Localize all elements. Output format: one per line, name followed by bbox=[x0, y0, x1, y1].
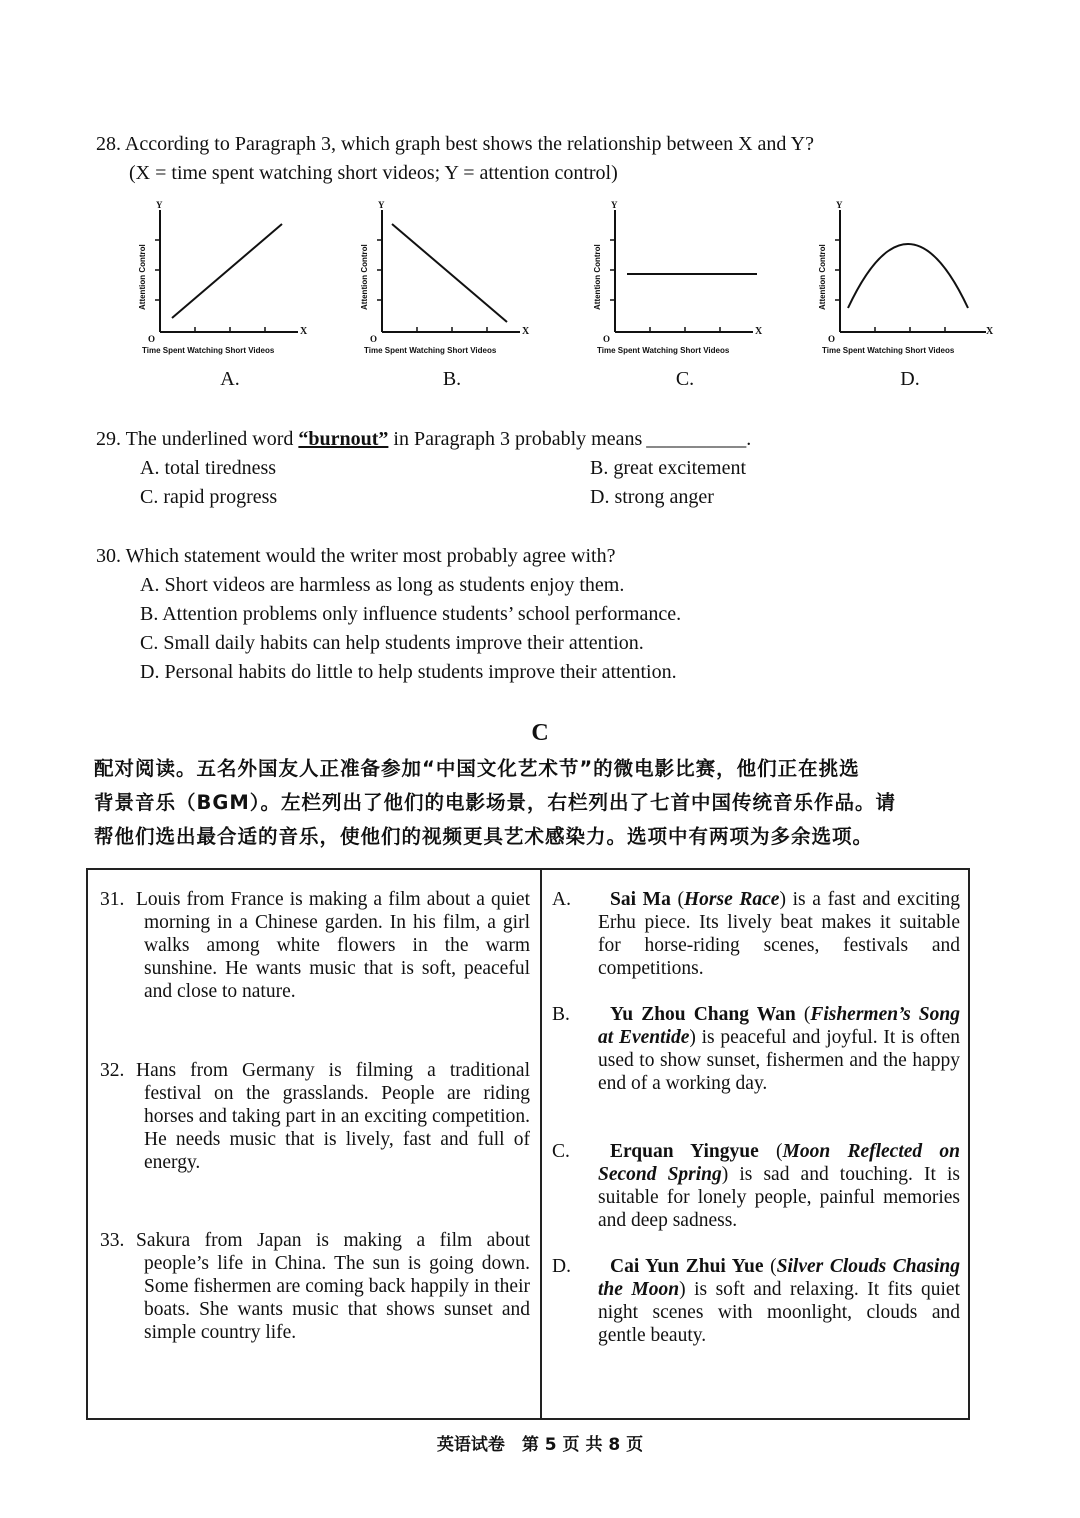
q28-graphs bbox=[130, 200, 1000, 395]
q29-option-d[interactable]: D. strong anger bbox=[590, 486, 714, 508]
y-caption: Attention Control bbox=[138, 244, 147, 310]
scene-31[interactable] bbox=[100, 888, 530, 1003]
graph-d-curve bbox=[848, 244, 968, 308]
q29-option-c[interactable]: C. rapid progress bbox=[140, 486, 278, 508]
q30-option-d[interactable]: D. Personal habits do little to help students improve their attention. bbox=[140, 661, 677, 683]
music-title: Erquan Yingyue bbox=[610, 1141, 759, 1162]
q29-blank: __________. bbox=[646, 428, 752, 450]
scene-33[interactable] bbox=[100, 1229, 530, 1344]
music-title: Yu Zhou Chang Wan bbox=[610, 1004, 796, 1025]
q28-stem: 28. According to Paragraph 3, which graph best shows the relationship between X and Y? bbox=[96, 133, 814, 155]
music-letter: D. bbox=[552, 1256, 571, 1277]
scene-32[interactable] bbox=[100, 1059, 530, 1174]
section-instructions-line-1: 配对阅读。五名外国友人正准备参加“中国文化艺术节”的微电影比赛，他们正在挑选 bbox=[94, 757, 860, 780]
y-axis-letter: Y bbox=[156, 200, 163, 210]
x-axis-letter: X bbox=[755, 326, 763, 337]
section-instructions-line-2: 背景音乐（BGM）。左栏列出了他们的电影场景，右栏列出了七首中国传统音乐作品。请 bbox=[94, 791, 897, 814]
graph-d-label: D. bbox=[900, 368, 920, 390]
y-caption: Attention Control bbox=[818, 244, 827, 310]
music-letter: A. bbox=[552, 889, 571, 910]
x-axis-letter: X bbox=[986, 326, 994, 337]
music-description: is sad and touching. It is suitable for lonely people, painful memories and deep sadness. bbox=[598, 1164, 960, 1231]
music-description: is soft and relaxing. It fits quiet night scenes with moonlight, clouds and gentle beauty. bbox=[598, 1279, 960, 1346]
music-description: is a fast and exciting Erhu piece. Its lively beat makes it suitable for horse-riding scenes, festivals and competitions. bbox=[598, 889, 960, 979]
music-subtitle: Fishermen’s Song at Eventide bbox=[598, 1004, 960, 1048]
q29-prefix: 29. The underlined word bbox=[96, 428, 299, 450]
section-instructions-line-3: 帮他们选出最合适的音乐，使他们的视频更具艺术感染力。选项中有两项为多余选项。 bbox=[94, 825, 874, 848]
music-title: Sai Ma bbox=[610, 889, 671, 910]
q29-suffix: in Paragraph 3 probably means bbox=[388, 428, 643, 450]
x-caption: Time Spent Watching Short Videos bbox=[364, 346, 497, 355]
q29-option-b[interactable]: B. great excitement bbox=[590, 457, 747, 479]
graph-a[interactable] bbox=[130, 200, 330, 395]
q28-note: (X = time spent watching short videos; Y = attention control) bbox=[129, 162, 618, 184]
origin-label: O bbox=[603, 334, 611, 344]
origin-label: O bbox=[148, 334, 156, 344]
q29-option-a[interactable]: A. total tiredness bbox=[140, 457, 277, 479]
x-axis-letter: X bbox=[300, 326, 308, 337]
music-subtitle: Horse Race bbox=[683, 889, 780, 910]
graph-a-curve bbox=[172, 224, 282, 318]
graph-d[interactable] bbox=[810, 200, 1010, 395]
music-option-d[interactable]: D. Cai Yun Zhui Yue (Silver Clouds Chasing the Moon) is soft and relaxing. It fits quiet night scenes with moonlight, clouds and gentle beauty. bbox=[552, 1256, 960, 1346]
music-option-b[interactable]: B. Yu Zhou Chang Wan (Fishermen’s Song at Eventide) is peaceful and joyful. It is often used to show sunset, fishermen and the happy end of a working day. bbox=[552, 1004, 960, 1094]
graph-c[interactable] bbox=[585, 200, 785, 395]
scene-text: Hans from Germany is filming a traditional festival on the grasslands. People are riding horses and taking part in an exciting competition. He needs music that is lively, fast and full of energy. bbox=[136, 1060, 530, 1173]
q30-option-c[interactable]: C. Small daily habits can help students improve their attention. bbox=[140, 632, 644, 654]
table-divider bbox=[540, 870, 542, 1418]
music-letter: C. bbox=[552, 1141, 570, 1162]
scene-text: Sakura from Japan is making a film about people’s life in China. The sun is going down. Some fishermen are coming back happily in their boats. She wants music that shows sunset and simple country life. bbox=[136, 1230, 530, 1343]
x-caption: Time Spent Watching Short Videos bbox=[142, 346, 275, 355]
q30-stem: 30. Which statement would the writer most probably agree with? bbox=[96, 545, 616, 567]
origin-label: O bbox=[828, 334, 836, 344]
scene-number: 31. bbox=[100, 889, 125, 910]
music-option-a[interactable]: A. Sai Ma (Horse Race) is a fast and exciting Erhu piece. Its lively beat makes it suitable for horse-riding scenes, festivals and competitions. bbox=[552, 889, 960, 979]
y-caption: Attention Control bbox=[593, 244, 602, 310]
music-option-c[interactable]: C. Erquan Yingyue (Moon Reflected on Second Spring) is sad and touching. It is suitable for lonely people, painful memories and deep sadness. bbox=[552, 1141, 960, 1231]
x-axis-letter: X bbox=[522, 326, 530, 337]
q30-option-b[interactable]: B. Attention problems only influence students’ school performance. bbox=[140, 603, 682, 625]
graph-c-label: C. bbox=[675, 368, 695, 390]
origin-label: O bbox=[370, 334, 378, 344]
graph-b-label: B. bbox=[442, 368, 462, 390]
q30-option-a[interactable]: A. Short videos are harmless as long as students enjoy them. bbox=[140, 574, 625, 596]
music-subtitle: Silver Clouds Chasing the Moon bbox=[598, 1256, 960, 1300]
y-caption: Attention Control bbox=[360, 244, 369, 310]
section-heading: C bbox=[531, 720, 549, 746]
y-axis-letter: Y bbox=[836, 200, 843, 210]
scene-text: Louis from France is making a film about a quiet morning in a Chinese garden. In his film, a girl walks among white flowers in the warm sunshine. He wants music that is soft, peaceful and close to nature. bbox=[136, 889, 530, 1002]
page-footer: 英语试卷 第 5 页 共 8 页 bbox=[436, 1435, 644, 1455]
q29-word: “burnout” bbox=[298, 428, 389, 450]
q29-stem bbox=[96, 425, 751, 454]
graph-d-plot bbox=[810, 200, 1010, 350]
scene-number: 32. bbox=[100, 1060, 125, 1081]
graph-b[interactable] bbox=[352, 200, 552, 395]
music-subtitle: Moon Reflected on Second Spring bbox=[598, 1141, 960, 1185]
y-axis-letter: Y bbox=[611, 200, 618, 210]
x-caption: Time Spent Watching Short Videos bbox=[597, 346, 730, 355]
y-axis-letter: Y bbox=[378, 200, 385, 210]
graph-b-curve bbox=[392, 224, 507, 322]
music-letter: B. bbox=[552, 1004, 570, 1025]
music-title: Cai Yun Zhui Yue bbox=[610, 1256, 764, 1277]
matching-table bbox=[86, 868, 970, 1420]
x-caption: Time Spent Watching Short Videos bbox=[822, 346, 955, 355]
graph-a-label: A. bbox=[220, 368, 240, 390]
music-description: is peaceful and joyful. It is often used to show sunset, fishermen and the happy end of a working day. bbox=[598, 1027, 960, 1094]
scene-number: 33. bbox=[100, 1230, 125, 1251]
